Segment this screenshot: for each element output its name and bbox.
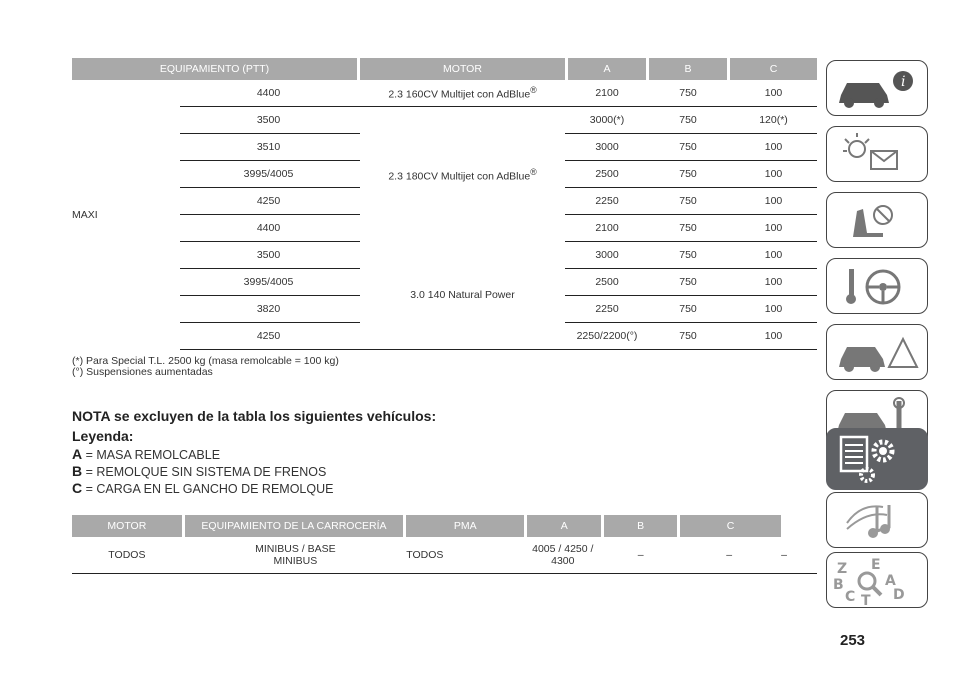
a-cell: 2250 — [568, 296, 646, 323]
header-pma: PMA — [406, 515, 524, 537]
table-row — [72, 242, 817, 269]
svg-text:T: T — [861, 593, 871, 607]
svg-text:i: i — [901, 74, 906, 90]
svg-text:A: A — [885, 573, 896, 589]
motor-cell: TODOS — [72, 537, 182, 574]
index-alphabet-icon — [827, 553, 927, 607]
tab-warning-lights[interactable] — [826, 126, 928, 182]
header-motor: MOTOR — [360, 58, 565, 80]
a-cell: 3000 — [568, 242, 646, 269]
c-cell: 100 — [730, 80, 817, 107]
tab-index[interactable] — [826, 552, 928, 608]
a-cell: 2250 — [568, 188, 646, 215]
b-cell: 750 — [649, 296, 727, 323]
c-cell: 100 — [730, 296, 817, 323]
header-motor: MOTOR — [72, 515, 182, 537]
a-cell: 2250/2200(°) — [568, 323, 646, 350]
b-cell: 750 — [649, 134, 727, 161]
ptt-cell: 4400 — [180, 215, 357, 242]
airbag-seat-icon — [827, 193, 927, 247]
a-cell: 3000 — [568, 134, 646, 161]
header-c: C — [730, 58, 817, 80]
footnote: (*) Para Special T.L. 2500 kg (masa remolcable = 100 kg) — [72, 355, 339, 367]
tab-emergency[interactable] — [826, 324, 928, 380]
legend-item: B = REMOLQUE SIN SISTEMA DE FRENOS — [72, 463, 327, 479]
tab-car-info[interactable] — [826, 60, 928, 116]
b-cell: 750 — [649, 188, 727, 215]
c-cell: – — [781, 537, 817, 574]
pma-cell: TODOS — [406, 537, 524, 574]
car-info-icon — [827, 61, 927, 115]
b-cell: 750 — [649, 107, 727, 134]
page-number: 253 — [840, 632, 866, 649]
c-cell: 100 — [730, 323, 817, 350]
ptt-cell: 3995/4005 — [180, 269, 357, 296]
c-cell: 120(*) — [730, 107, 817, 134]
a-cell: 3000(*) — [568, 107, 646, 134]
motor-cell: 3.0 140 Natural Power — [360, 242, 565, 350]
ptt-cell: 3820 — [180, 296, 357, 323]
b-cell: – — [677, 537, 781, 574]
tab-multimedia[interactable] — [826, 492, 928, 548]
ptt-cell: 4250 — [180, 323, 357, 350]
b-cell: 750 — [649, 215, 727, 242]
c-cell: 100 — [730, 188, 817, 215]
car-emergency-icon — [827, 325, 927, 379]
group-label: MAXI — [72, 208, 98, 221]
ptt-cell: 3510 — [180, 134, 357, 161]
multimedia-music-icon — [827, 493, 927, 547]
footnotes — [72, 356, 339, 378]
header-a: A — [527, 515, 601, 537]
b-cell: 750 — [649, 80, 727, 107]
c-cell: 100 — [730, 242, 817, 269]
a-cell: 2100 — [568, 215, 646, 242]
ptt-cell: 3995/4005 — [180, 161, 357, 188]
footnote: (°) Suspensiones aumentadas — [72, 366, 213, 378]
b-cell: 750 — [649, 242, 727, 269]
header-carroceria: EQUIPAMIENTO DE LA CARROCERÍA — [185, 515, 404, 537]
warning-lights-icon — [827, 127, 927, 181]
table-row — [72, 80, 817, 107]
b-cell: 750 — [649, 269, 727, 296]
svg-text:Z: Z — [837, 561, 848, 577]
header-a: A — [568, 58, 646, 80]
motor-cell: 2.3 160CV Multijet con AdBlue® — [360, 80, 565, 107]
a-cell: 2100 — [568, 80, 646, 107]
c-cell: 100 — [730, 215, 817, 242]
svg-text:E: E — [871, 557, 881, 573]
c-cell: 100 — [730, 269, 817, 296]
header-equipamiento: EQUIPAMIENTO (PTT) — [72, 58, 357, 80]
a-cell: 2500 — [568, 269, 646, 296]
a-cell: 2500 — [568, 161, 646, 188]
towing-table-maxi — [72, 58, 817, 350]
motor-cell: 2.3 180CV Multijet con AdBlue® — [388, 166, 537, 182]
header-b: B — [604, 515, 677, 537]
ptt-cell: 3500 — [180, 242, 357, 269]
svg-text:B: B — [833, 577, 844, 593]
tab-safety[interactable] — [826, 192, 928, 248]
svg-text:C: C — [845, 589, 856, 605]
c-cell: 100 — [730, 161, 817, 188]
nota-heading: NOTA se excluyen de la tabla los siguientes vehículos: — [72, 408, 437, 424]
c-cell: 100 — [730, 134, 817, 161]
table-row — [72, 537, 817, 574]
steering-key-icon — [827, 259, 927, 313]
legend-item: A = MASA REMOLCABLE — [72, 446, 221, 462]
tab-technical-data[interactable] — [826, 428, 928, 490]
tab-starting-driving[interactable] — [826, 258, 928, 314]
specs-gears-icon — [827, 429, 927, 489]
svg-text:D: D — [893, 587, 905, 603]
ptt-cell: 3500 — [180, 107, 357, 134]
b-cell: 750 — [649, 161, 727, 188]
pma-values-cell: 4005 / 4250 / 4300 — [524, 537, 601, 574]
leyenda-title: Leyenda: — [72, 428, 134, 444]
table-row — [72, 107, 817, 134]
excluded-vehicles-table — [72, 515, 817, 574]
ptt-cell: 4250 — [180, 188, 357, 215]
ptt-cell: 4400 — [180, 80, 357, 107]
legend-item: C = CARGA EN EL GANCHO DE REMOLQUE — [72, 480, 334, 496]
b-cell: 750 — [649, 323, 727, 350]
header-b: B — [649, 58, 727, 80]
a-cell: – — [604, 537, 677, 574]
carroceria-cell: MINIBUS / BASE MINIBUS — [185, 537, 407, 574]
header-c: C — [680, 515, 781, 537]
